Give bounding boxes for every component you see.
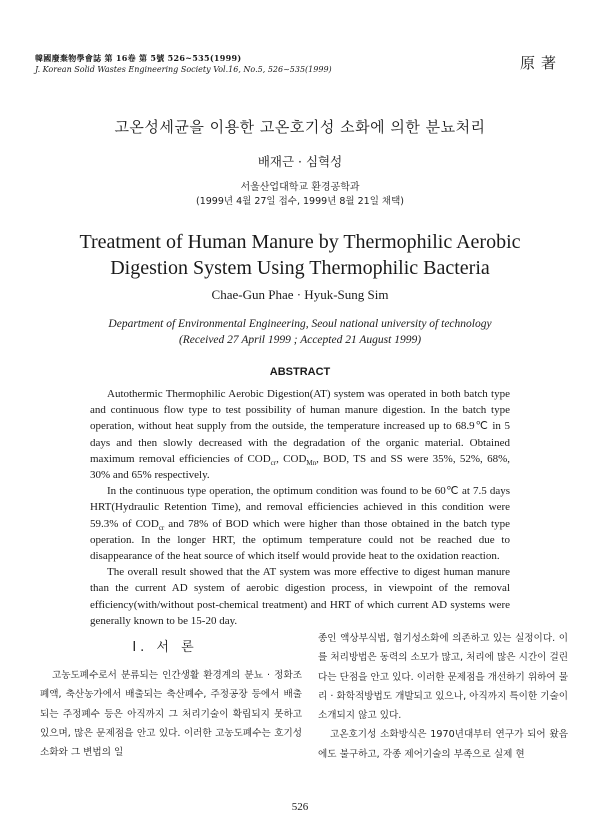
abstract-paragraph-2 <box>90 483 510 564</box>
body-paragraph: 고농도폐수로서 분류되는 인간생활 환경계의 분뇨 · 정화조폐액, 축산농가에서 배출되는 축산폐수, 주정공장 등에서 배출되는 주정폐수 등은 아직까지 그 처리기술이 확립되지 못하고 있으며, 많은 문제점을 안고 있다. 이러한 고농도폐수는 호기성소화와 그 변법의 일 <box>40 670 302 759</box>
abstract-text: , COD <box>276 452 307 465</box>
abstract-text: In the continuous type operation, the optimum condition was found to be 60℃ at 7.5 days HRT(Hydraulic Retention Time), and removal efficiencies achieved in this condition were 59.3% of COD <box>90 485 510 530</box>
abstract-paragraph-3: The overall result showed that the AT system was more effective to digest human manure than the current AD system of aerobic digestion process, in viewpoint of the removal efficiency(with/without post-chemical treatment) and HRT of which current AD systems were generally known to be 15-20 day. <box>90 566 510 627</box>
page-number: 526 <box>291 801 309 813</box>
english-affiliation: Department of Environmental Engineering, Seoul national university of technology <box>108 318 492 330</box>
subscript: Mn <box>306 459 317 467</box>
body-paragraph: 종인 액상부식법, 혐기성소화에 의존하고 있는 실정이다. 이를 처리방법은 동력의 소모가 많고, 처리에 많은 시간이 걸린다는 단점을 안고 있다. 이러한 문제점을 개선하기 위하여 물리 · 화학적방법도 개발되고 있으나, 아직까지 특이한 기술이 소개되지 않고 있다. <box>318 633 568 722</box>
abstract-text: Autothermic Thermophilic Aerobic Digestion(AT) system was operated in both batch type and continuous flow type to test possibility of human manure digestion. In the batch type operation, without heat supply from the outside, the temperature increased up to 68.9℃ in 5 days and then slowly decreased with the degradation of the organic material. Obtained maximum removal efficiencies of COD <box>90 388 510 465</box>
korean-dates: (1999년 4월 27일 접수, 1999년 8월 21일 채택) <box>196 196 404 207</box>
body-paragraph: 고온호기성 소화방식은 1970년대부터 연구가 되어 왔음에도 불구하고, 각종 제어기술의 부족으로 실제 현 <box>318 729 568 760</box>
korean-affiliation: 서울산업대학교 환경공학과 <box>240 182 360 193</box>
journal-citation-english: J. Korean Solid Wastes Engineering Society Vol.16, No.5, 526~535(1999) <box>35 65 332 74</box>
english-title <box>0 229 600 281</box>
body-column-left <box>40 666 302 762</box>
english-title-line1: Treatment of Human Manure by Thermophilic Aerobic <box>79 231 521 253</box>
journal-citation <box>35 53 332 75</box>
english-authors: Chae-Gun Phae · Hyuk-Sung Sim <box>211 287 389 302</box>
subscript: cr <box>270 459 277 467</box>
korean-title: 고온성세균을 이용한 고온호기성 소화에 의한 분뇨처리 <box>114 118 486 136</box>
section-heading-introduction: I. 서 론 <box>132 640 198 655</box>
journal-citation-korean: 韓國廢棄物學會誌 第 16卷 第 5號 526~535(1999) <box>35 53 242 63</box>
abstract-text: , BOD, TS and SS were 35%, 52%, 68%, 30% and 65% respectively. <box>90 452 510 482</box>
english-dates: (Received 27 April 1999 ; Accepted 21 August 1999) <box>178 334 422 346</box>
paper-type-label: 原著 <box>519 54 562 72</box>
korean-authors: 배재근 · 심혁성 <box>257 154 343 169</box>
abstract-paragraph-1 <box>90 386 510 483</box>
abstract-heading: ABSTRACT <box>269 366 331 378</box>
english-affiliation-block <box>0 316 600 348</box>
abstract-body <box>90 386 510 629</box>
subscript: cr <box>158 523 165 532</box>
english-title-line2: Digestion System Using Thermophilic Bacteria <box>110 257 490 279</box>
abstract-text: and 78% of BOD which were higher than those obtained in the batch type operation. In the longer HRT, the optimum temperature could not be reached due to disappearance of the heat source of which itself would provide heat to the oxidation reaction. <box>90 517 510 563</box>
body-column-right <box>318 629 568 764</box>
